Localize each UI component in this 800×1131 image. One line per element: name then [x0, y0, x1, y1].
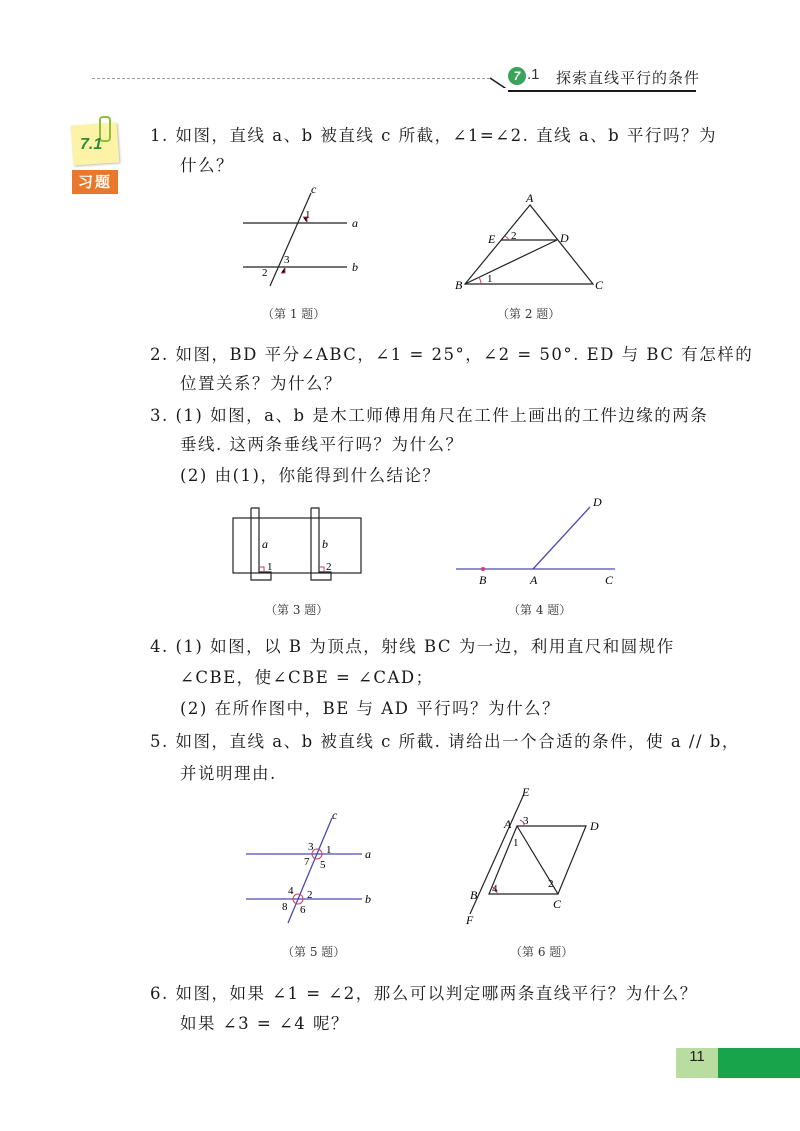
- fig5-label-4: 4: [288, 885, 294, 897]
- q3-text-line3: (2) 由(1)，你能得到什么结论？: [180, 466, 441, 485]
- fig5-label-3: 3: [308, 841, 314, 853]
- q4-text-line1: 4. (1) 如图，以 B 为顶点，射线 BC 为一边，利用直尺和圆规作: [150, 637, 675, 656]
- fig5-label-b: b: [365, 892, 371, 906]
- fig2-label-A: A: [526, 191, 534, 205]
- fig4-label-D: D: [593, 495, 602, 509]
- fig1-label-3: 3: [284, 254, 290, 266]
- fig2-label-2: 2: [511, 230, 517, 242]
- figure-3: [225, 500, 370, 590]
- fig5-label-c: c: [332, 810, 338, 822]
- q3-text-line1: 3. (1) 如图，a、b 是木工师傅用角尺在工件上画出的工件边缘的两条: [150, 406, 709, 425]
- fig6-label-3: 3: [523, 815, 529, 827]
- q5-text-line2: 并说明理由.: [180, 764, 277, 783]
- fig4-point-B: [481, 567, 485, 571]
- fig2-label-1: 1: [487, 273, 493, 285]
- caption-fig1: （第 1 题）: [262, 307, 326, 321]
- fig6-label-C: C: [553, 897, 562, 911]
- fig2-label-D: D: [560, 231, 569, 245]
- q1-text-line2: 什么？: [180, 156, 234, 175]
- fig6-label-A: A: [504, 817, 512, 831]
- fig1-label-c: c: [311, 183, 317, 196]
- fig3-label-a: a: [262, 537, 268, 551]
- section-title: 探索直线平行的条件: [556, 69, 701, 87]
- caption-fig4: （第 4 题）: [508, 603, 572, 617]
- q4-text-line3: (2) 在所作图中，BE 与 AD 平行吗？为什么？: [180, 699, 561, 718]
- page-number: 11: [689, 1048, 705, 1065]
- caption-fig2: （第 2 题）: [497, 307, 561, 321]
- fig5-label-8: 8: [282, 901, 288, 913]
- section-number: .1: [527, 66, 540, 83]
- fig6-label-B: B: [470, 888, 478, 902]
- fig6-label-E: E: [522, 785, 530, 799]
- fig3-label-2: 2: [326, 561, 332, 573]
- fig5-label-1: 1: [326, 844, 332, 856]
- figure-6: [462, 784, 612, 929]
- figure-1: [235, 183, 370, 293]
- header-rule-corner: [490, 70, 508, 88]
- fig4-label-A: A: [530, 573, 538, 587]
- fig1-label-b: b: [352, 260, 358, 274]
- fig5-label-a: a: [365, 847, 371, 861]
- fig3-label-1: 1: [267, 561, 273, 573]
- fig6-label-D: D: [590, 819, 599, 833]
- fig6-label-2: 2: [548, 878, 554, 890]
- fig3-label-b: b: [322, 537, 328, 551]
- fig5-label-7: 7: [304, 856, 310, 868]
- fig1-label-2: 2: [262, 267, 268, 279]
- fig1-label-a: a: [352, 216, 358, 230]
- exercise-label: 习题: [72, 170, 118, 194]
- exercise-number: 7.1: [80, 136, 103, 153]
- chapter-badge: 7: [508, 67, 526, 85]
- fig6-label-1: 1: [513, 837, 519, 849]
- header-solid-rule: [508, 90, 696, 92]
- fig5-label-6: 6: [300, 904, 306, 916]
- figure-2: [445, 190, 615, 300]
- header-dashed-rule: [92, 78, 490, 79]
- fig2-label-B: B: [455, 278, 463, 292]
- fig1-label-1: 1: [305, 209, 311, 221]
- caption-fig6: （第 6 题）: [510, 945, 574, 959]
- q6-text-line2: 如果 ∠3 = ∠4 呢？: [180, 1014, 349, 1033]
- fig2-label-C: C: [595, 278, 604, 292]
- q6-text-line1: 6. 如图，如果 ∠1 = ∠2，那么可以判定哪两条直线平行？为什么？: [150, 984, 698, 1003]
- caption-fig3: （第 3 题）: [265, 603, 329, 617]
- fig6-label-4: 4: [492, 883, 498, 895]
- figure-4: [450, 492, 625, 592]
- q2-text-line1: 2. 如图，BD 平分∠ABC，∠1 = 25°，∠2 = 50°. ED 与 BC 有怎样的: [150, 345, 754, 364]
- q2-text-line2: 位置关系？为什么？: [180, 374, 342, 393]
- q5-text-line1: 5. 如图，直线 a、b 被直线 c 所截. 请给出一个合适的条件，使 a // b，: [150, 732, 740, 751]
- figure-5: [240, 810, 385, 930]
- fig4-label-B: B: [479, 573, 487, 587]
- fig5-label-5: 5: [320, 859, 326, 871]
- page-number-bar: [718, 1048, 800, 1078]
- q4-text-line2: ∠CBE，使∠CBE = ∠CAD；: [180, 668, 434, 687]
- fig2-label-E: E: [488, 232, 496, 246]
- caption-fig5: （第 5 题）: [282, 945, 346, 959]
- fig6-label-F: F: [466, 913, 474, 927]
- fig5-label-2: 2: [307, 889, 313, 901]
- fig4-label-C: C: [605, 573, 614, 587]
- q1-text-line1: 1. 如图，直线 a、b 被直线 c 所截，∠1=∠2. 直线 a、b 平行吗？为: [150, 126, 717, 145]
- q3-text-line2: 垂线. 这两条垂线平行吗？为什么？: [180, 435, 464, 454]
